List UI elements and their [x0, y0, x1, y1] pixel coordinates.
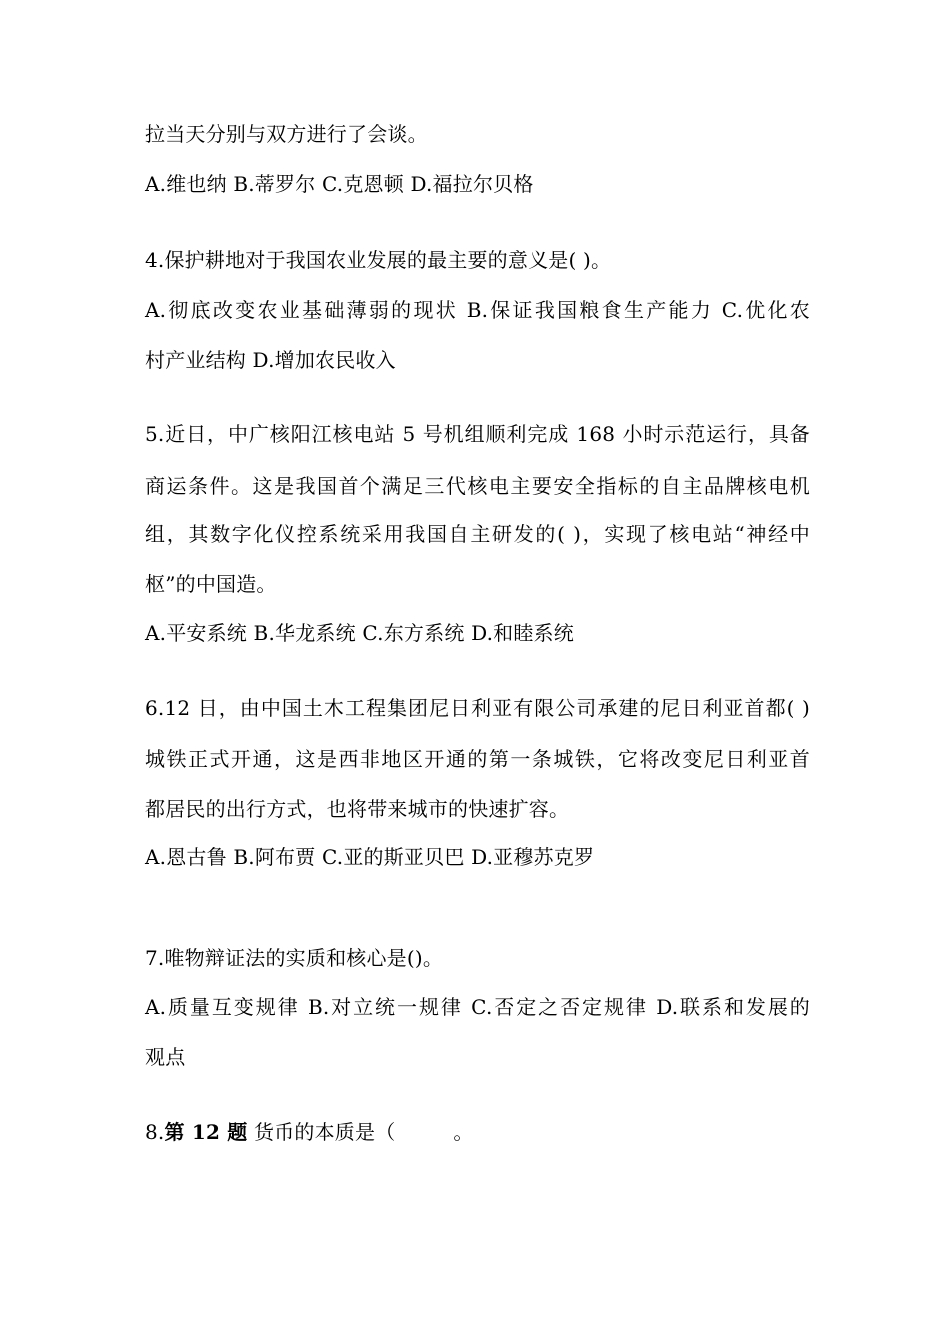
q6-stem-line1: 6.12 日，由中国土木工程集团尼日利亚有限公司承建的尼日利亚首都( ) — [145, 696, 810, 720]
q4-options-line1: A.彻底改变农业基础薄弱的现状 B.保证我国粮食生产能力 C.优化农 — [145, 298, 810, 322]
q6-options: A.恩古鲁 B.阿布贾 C.亚的斯亚贝巴 D.亚穆苏克罗 — [145, 845, 595, 869]
q8-text: 货币的本质是（ — [247, 1120, 396, 1144]
q8-end: 。 — [453, 1120, 474, 1144]
q7-options-line2: 观点 — [145, 1045, 186, 1069]
q5-stem-line3: 组，其数字化仪控系统采用我国自主研发的( )，实现了核电站“神经中 — [145, 522, 810, 546]
q5-stem-line2: 商运条件。这是我国首个满足三代核电主要安全指标的自主品牌核电机 — [145, 474, 810, 498]
q5-options: A.平安系统 B.华龙系统 C.东方系统 D.和睦系统 — [145, 621, 574, 645]
q6-stem-line3: 都居民的出行方式，也将带来城市的快速扩容。 — [145, 797, 570, 821]
q7-options-line1: A.质量互变规律 B.对立统一规律 C.否定之否定规律 D.联系和发展的 — [145, 995, 810, 1019]
q5-stem-line4: 枢”的中国造。 — [145, 572, 277, 596]
q7-stem: 7.唯物辩证法的实质和核心是()。 — [145, 946, 444, 970]
q8-title: 第 12 题 — [164, 1120, 248, 1144]
q5-stem-line1: 5.近日，中广核阳江核电站 5 号机组顺利完成 168 小时示范运行，具备 — [145, 422, 810, 446]
q8-number: 8. — [145, 1120, 165, 1144]
q4-stem: 4.保护耕地对于我国农业发展的最主要的意义是( )。 — [145, 248, 612, 272]
q6-stem-line2: 城铁正式开通，这是西非地区开通的第一条城铁，它将改变尼日利亚首 — [145, 747, 810, 771]
q3-options: A.维也纳 B.蒂罗尔 C.克恩顿 D.福拉尔贝格 — [145, 172, 534, 196]
q4-options-line2: 村产业结构 D.增加农民收入 — [145, 348, 396, 372]
q8-stem — [145, 1118, 810, 1146]
q3-stem-tail: 拉当天分别与双方进行了会谈。 — [145, 122, 428, 146]
